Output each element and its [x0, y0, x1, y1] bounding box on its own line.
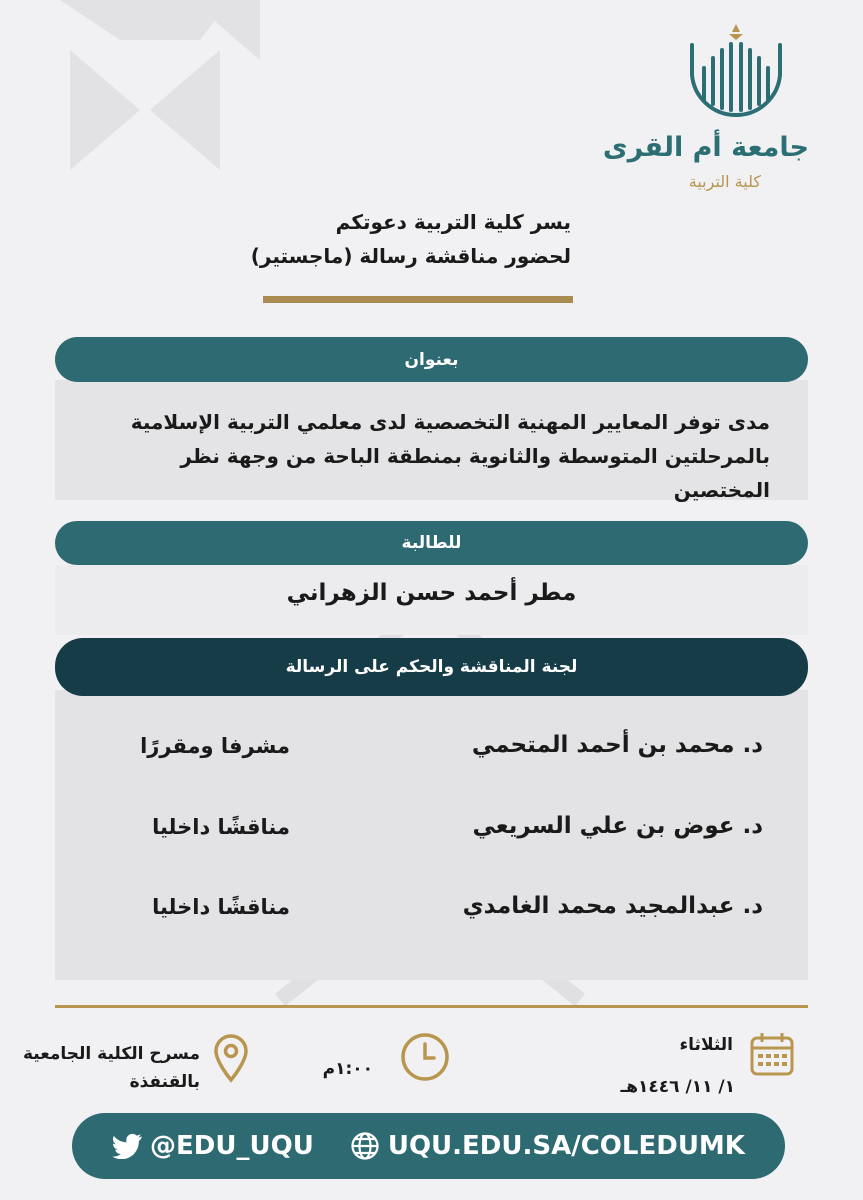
invitation-line-1: يسر كلية التربية دعوتكم [335, 210, 571, 234]
website-url: UQU.EDU.SA/COLEDUMK [387, 1131, 745, 1161]
committee-label-pill [55, 638, 808, 696]
event-day: الثلاثاء [679, 1035, 733, 1055]
event-location [23, 1040, 200, 1096]
thesis-title [100, 405, 770, 507]
member-name: د. محمد بن أحمد المتحمي [471, 732, 763, 758]
gold-divider-bottom [55, 1005, 808, 1008]
gold-divider [263, 296, 573, 303]
event-date: ١/ ١١/ ١٤٤٦هـ [620, 1077, 735, 1097]
invitation-line-2: لحضور مناقشة رسالة (ماجستير) [250, 244, 571, 268]
location-line-1: مسرح الكلية الجامعية [23, 1044, 200, 1064]
student-label: للطالبة [401, 533, 462, 553]
location-line-2: بالقنفذة [129, 1072, 200, 1092]
university-name: جامعة أم القرى [602, 132, 809, 163]
thesis-title-line-2: بالمرحلتين المتوسطة والثانوية بمنطقة الباحة من وجهة نظر المختصين [180, 444, 770, 502]
student-label-pill [55, 521, 808, 565]
clock-icon [398, 1030, 452, 1084]
student-name: مطر أحمد حسن الزهراني [286, 580, 577, 606]
member-name: د. عبدالمجيد محمد الغامدي [462, 893, 763, 919]
twitter-link[interactable] [112, 1131, 314, 1161]
twitter-handle: @EDU_UQU [150, 1131, 314, 1161]
calendar-icon [748, 1030, 796, 1078]
invitation-text [211, 205, 571, 273]
globe-icon [350, 1131, 380, 1161]
twitter-icon [112, 1133, 142, 1159]
website-link[interactable] [350, 1131, 745, 1161]
member-role: مشرفا ومقررًا [140, 734, 290, 758]
member-role: مناقشًا داخليا [152, 895, 290, 919]
social-links-bar [72, 1113, 785, 1179]
thesis-title-line-1: مدى توفر المعايير المهنية التخصصية لدى معلمي التربية الإسلامية [130, 410, 770, 434]
title-label-pill [55, 337, 808, 382]
member-name: د. عوض بن علي السريعي [472, 813, 763, 839]
university-logo [603, 20, 823, 190]
committee-label: لجنة المناقشة والحكم على الرسالة [285, 657, 578, 677]
event-time: ١:٠٠م [322, 1059, 373, 1079]
logo-emblem-icon [603, 20, 823, 130]
title-label: بعنوان [404, 349, 459, 370]
member-role: مناقشًا داخليا [152, 815, 290, 839]
location-pin-icon [210, 1032, 252, 1084]
faculty-name: كلية التربية [688, 172, 761, 191]
